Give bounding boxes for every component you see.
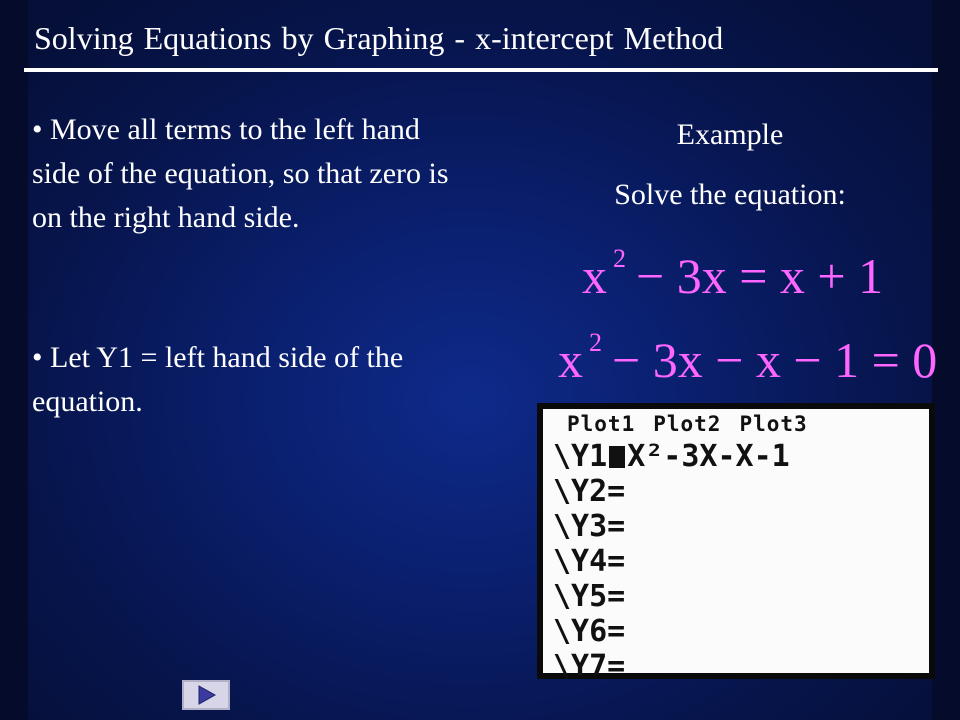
plot2-label: Plot2 <box>653 412 722 436</box>
eq1-base: x <box>582 248 607 304</box>
y5-row: \Y5= <box>553 579 626 614</box>
plot-row <box>553 409 929 439</box>
calculator-screenshot <box>537 403 935 684</box>
bullet-move-terms: • Move all terms to the left hand side of the equation, so that zero is on the right hand side. <box>32 113 449 234</box>
eq2-base: x <box>558 332 583 388</box>
bullet-let-y1: • Let Y1 = left hand side of the equation. <box>32 341 404 418</box>
solve-label: Solve the equation: <box>614 178 846 211</box>
calculator-y-editor <box>543 409 929 684</box>
y1-label: \Y1 <box>553 439 608 474</box>
play-triangle-icon <box>195 684 217 706</box>
y1-expression: X²-3X-X-1 <box>627 439 790 474</box>
y1-row <box>553 439 929 474</box>
plot3-label: Plot3 <box>739 412 808 436</box>
title-divider <box>24 68 938 72</box>
y2-row: \Y2= <box>553 474 626 509</box>
eq1-rest: − 3x = x + 1 <box>636 248 884 304</box>
eq2-exponent: 2 <box>589 328 602 357</box>
plot1-label: Plot1 <box>567 412 636 436</box>
left-edge <box>0 0 28 720</box>
equation-original <box>582 244 883 305</box>
next-slide-button[interactable] <box>182 680 230 710</box>
slide-title: Solving Equations by Graphing - x-intercept Method <box>34 20 724 56</box>
eq2-rest: − 3x − x − 1 = 0 <box>612 332 938 388</box>
cursor-block-icon <box>609 446 625 468</box>
eq1-exponent: 2 <box>613 244 626 273</box>
example-label: Example <box>676 118 784 151</box>
y7-row: \Y7= <box>553 649 626 684</box>
y6-row: \Y6= <box>553 614 626 649</box>
equation-rearranged <box>558 328 937 389</box>
y4-row: \Y4= <box>553 544 626 579</box>
y3-row: \Y3= <box>553 509 626 544</box>
